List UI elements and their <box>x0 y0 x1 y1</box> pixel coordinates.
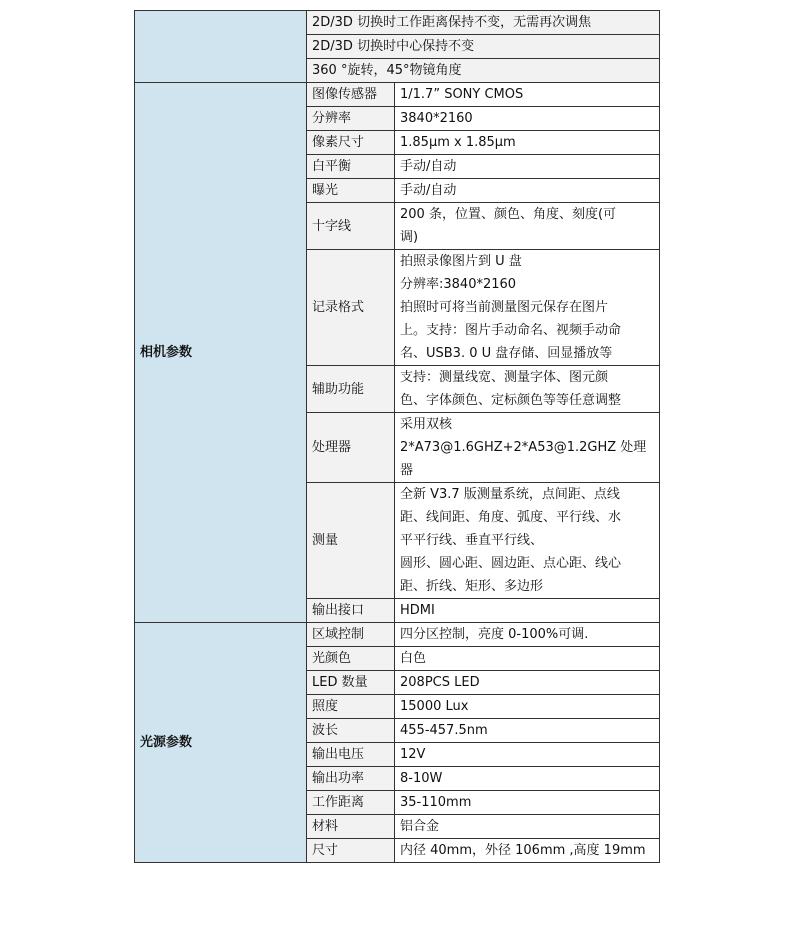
param-value-line: 1.85μm x 1.85μm <box>400 135 516 150</box>
param-label: 分辨率 <box>307 107 395 131</box>
param-value <box>395 483 660 599</box>
param-label: 白平衡 <box>307 155 395 179</box>
param-value-line: 距、线间距、角度、弧度、平行线、水 <box>400 510 622 525</box>
param-label: 输出接口 <box>307 599 395 623</box>
param-value-line: 1/1.7” SONY CMOS <box>400 87 524 102</box>
param-value-line: 调) <box>400 230 419 245</box>
feature-cell: 2D/3D 切换时中心保持不变 <box>307 35 660 59</box>
param-value-line: 35-110mm <box>400 795 472 810</box>
param-value <box>395 743 660 767</box>
param-label: 像素尺寸 <box>307 131 395 155</box>
param-label: 材料 <box>307 815 395 839</box>
param-label: 曝光 <box>307 179 395 203</box>
param-value-line: 15000 Lux <box>400 699 469 714</box>
table-row <box>135 83 660 107</box>
param-value <box>395 623 660 647</box>
param-label: 输出电压 <box>307 743 395 767</box>
param-value <box>395 366 660 413</box>
param-label: 照度 <box>307 695 395 719</box>
param-value-line: 器 <box>400 463 414 478</box>
param-value-line: 手动/自动 <box>400 183 457 198</box>
param-value-line: 200 条，位置、颜色、角度、刻度(可 <box>400 207 617 222</box>
param-value-line: 拍照录像图片到 U 盘 <box>400 254 522 269</box>
table-row <box>135 11 660 35</box>
param-value-line: 色、字体颜色、定标颜色等等任意调整 <box>400 393 622 408</box>
param-label: 辅助功能 <box>307 366 395 413</box>
param-value-line: 四分区控制，亮度 0-100%可调. <box>400 627 589 642</box>
param-value-line: 3840*2160 <box>400 111 473 126</box>
spec-table <box>134 10 660 863</box>
param-label: 输出功率 <box>307 767 395 791</box>
param-value-line: 白色 <box>400 651 427 666</box>
param-value <box>395 647 660 671</box>
param-label: LED 数量 <box>307 671 395 695</box>
spec-table-body <box>135 11 660 863</box>
param-value <box>395 155 660 179</box>
param-value-line: 平平行线、垂直平行线、 <box>400 533 544 548</box>
param-label: 测量 <box>307 483 395 599</box>
param-value-line: 采用双核 <box>400 417 453 432</box>
param-value <box>395 671 660 695</box>
param-value-line: 拍照时可将当前测量图元保存在图片 <box>400 300 609 315</box>
param-value-line: 8-10W <box>400 771 443 786</box>
section-title-light: 光源参数 <box>135 623 307 863</box>
param-value-line: 手动/自动 <box>400 159 457 174</box>
param-label: 记录格式 <box>307 250 395 366</box>
param-value <box>395 131 660 155</box>
param-value <box>395 695 660 719</box>
param-value-line: 全新 V3.7 版测量系统，点间距、点线 <box>400 487 620 502</box>
param-value <box>395 719 660 743</box>
param-value-line: 12V <box>400 747 426 762</box>
param-value-line: 2*A73@1.6GHZ+2*A53@1.2GHZ 处理 <box>400 440 647 455</box>
param-value <box>395 767 660 791</box>
param-value-line: 内径 40mm，外径 106mm ,高度 19mm <box>400 843 646 858</box>
param-value <box>395 203 660 250</box>
param-value <box>395 250 660 366</box>
param-value <box>395 83 660 107</box>
param-label: 尺寸 <box>307 839 395 863</box>
param-label: 图像传感器 <box>307 83 395 107</box>
param-value <box>395 599 660 623</box>
param-value <box>395 839 660 863</box>
param-value-line: 铝合金 <box>400 819 440 834</box>
param-value <box>395 815 660 839</box>
param-label: 十字线 <box>307 203 395 250</box>
param-value-line: 支持：测量线宽、测量字体、图元颜 <box>400 370 609 385</box>
param-value <box>395 107 660 131</box>
table-row <box>135 623 660 647</box>
param-value-line: 分辨率:3840*2160 <box>400 277 517 292</box>
section-cell-top <box>135 11 307 83</box>
param-value <box>395 413 660 483</box>
param-label: 区域控制 <box>307 623 395 647</box>
param-value-line: 上。支持：图片手动命名、视频手动命 <box>400 323 622 338</box>
feature-cell: 360 °旋转，45°物镜角度 <box>307 59 660 83</box>
param-value-line: HDMI <box>400 603 435 618</box>
param-label: 工作距离 <box>307 791 395 815</box>
param-label: 处理器 <box>307 413 395 483</box>
param-value-line: 圆形、圆心距、圆边距、点心距、线心 <box>400 556 622 571</box>
param-label: 光颜色 <box>307 647 395 671</box>
feature-cell: 2D/3D 切换时工作距离保持不变，无需再次调焦 <box>307 11 660 35</box>
param-value <box>395 791 660 815</box>
param-value-line: 208PCS LED <box>400 675 480 690</box>
param-value <box>395 179 660 203</box>
section-title-camera: 相机参数 <box>135 83 307 623</box>
param-value-line: 距、折线、矩形、多边形 <box>400 579 544 594</box>
param-value-line: 455-457.5nm <box>400 723 488 738</box>
param-label: 波长 <box>307 719 395 743</box>
param-value-line: 名、USB3. 0 U 盘存储、回显播放等 <box>400 346 613 361</box>
